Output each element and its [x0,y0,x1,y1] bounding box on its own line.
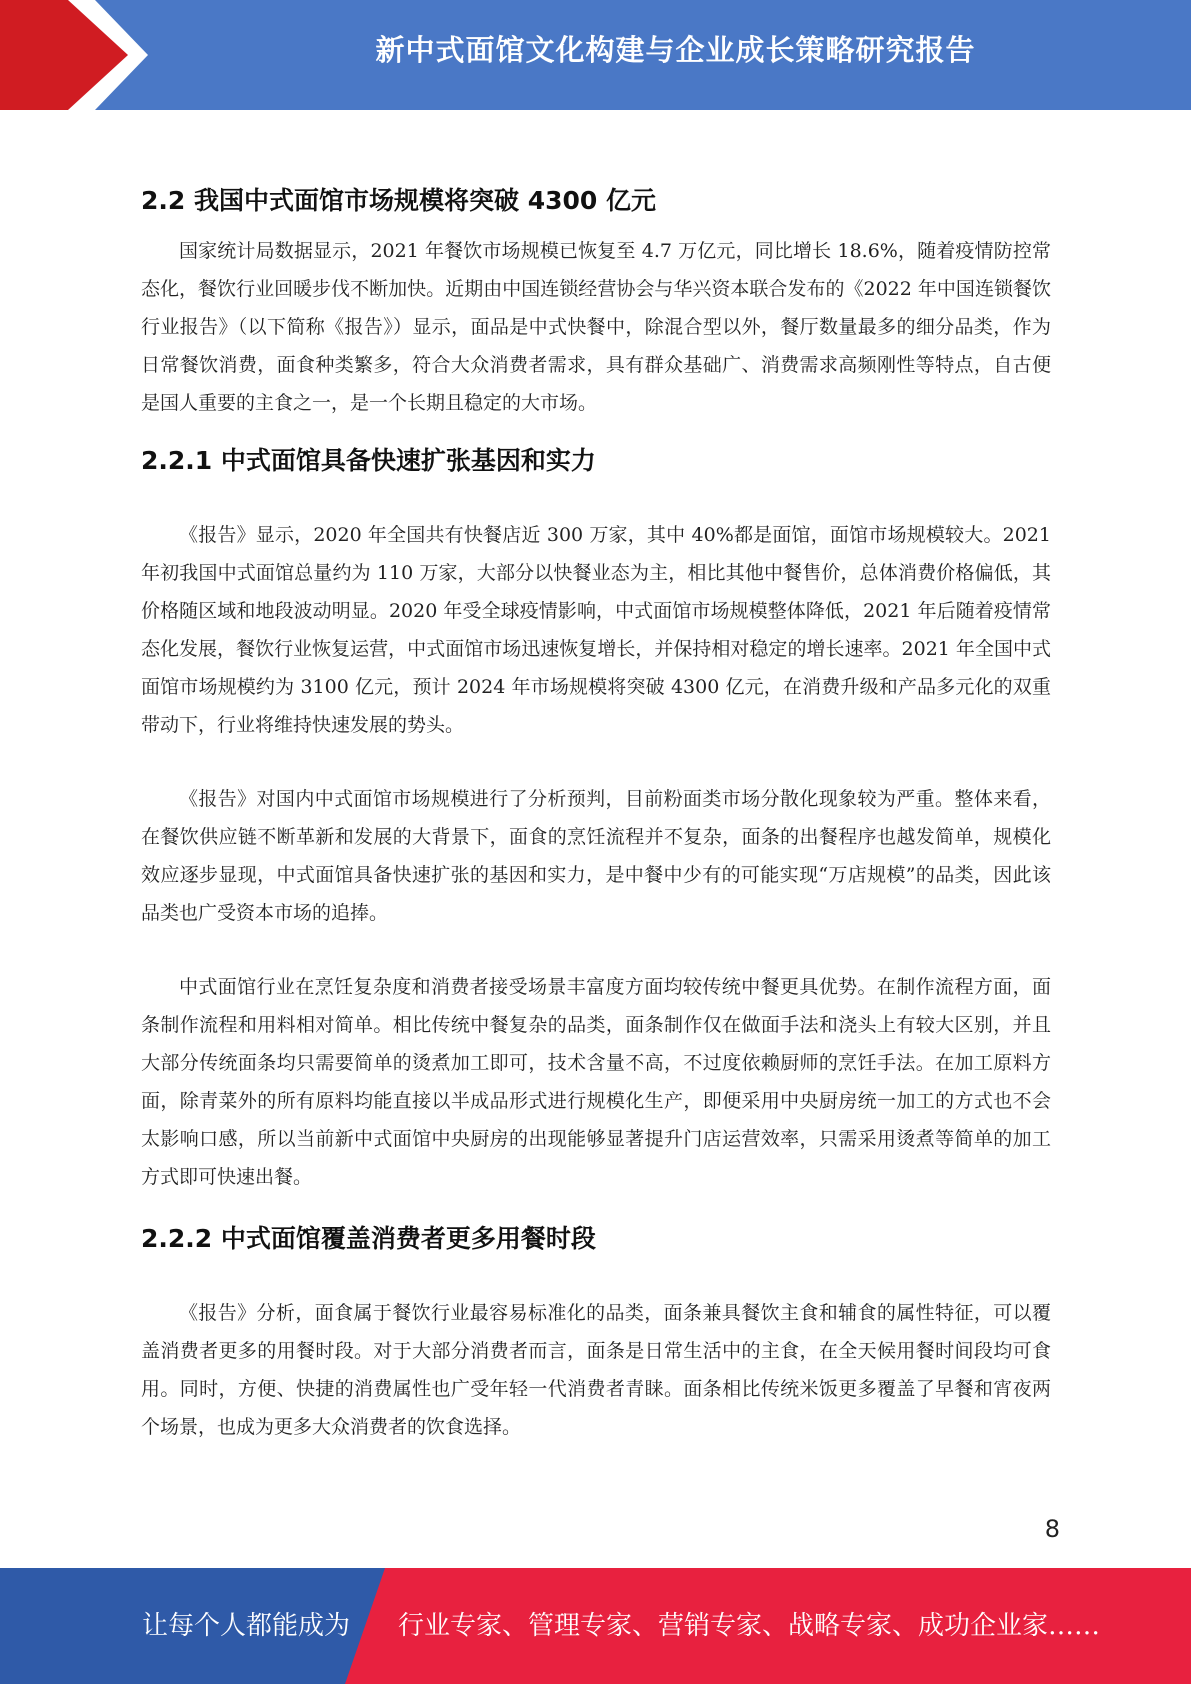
page-content [141,170,1051,1446]
page-header [0,0,1191,110]
header-arrow-icon [0,0,160,110]
page-number: 8 [1044,1515,1060,1543]
section-2-2-paragraph: 国家统计局数据显示，2021 年餐饮市场规模已恢复至 4.7 万亿元，同比增长 18.6%，随着疫情防控常态化，餐饮行业回暖步伐不断加快。近期由中国连锁经营协会与华兴资本联合发布的《2022 年中国连锁餐饮行业报告》（以下简称《报告》）显示，面品是中式快餐中，除混合型以外，餐厅数量最多的细分品类，作为日常餐饮消费，面食种类繁多，符合大众消费者需求，具有群众基础广、消费需求高频刚性等特点，自古便是国人重要的主食之一，是一个长期且稳定的大市场。 [141,240,1051,414]
section-2-2-1-paragraph-1: 《报告》显示，2020 年全国共有快餐店近 300 万家，其中 40%都是面馆，面馆市场规模较大。2021 年初我国中式面馆总量约为 110 万家，大部分以快餐业态为主，相比其他中餐售价，总体消费价格偏低，其价格随区域和地段波动明显。2020 年受全球疫情影响，中式面馆市场规模整体降低，2021 年后随着疫情常态化发展，餐饮行业恢复运营，中式面馆市场迅速恢复增长，并保持相对稳定的增长速率。2021 年全国中式面馆市场规模约为 3100 亿元，预计 2024 年市场规模将突破 4300 亿元，在消费升级和产品多元化的双重带动下，行业将维持快速发展的势头。 [141,524,1051,736]
footer-slogan-left: 让每个人都能成为 [142,1611,351,1641]
section-heading-2-2-1: 2.2.1 中式面馆具备快速扩张基因和实力 [141,446,596,475]
page-footer [0,1568,1191,1684]
section-2-2-2-paragraph: 《报告》分析，面食属于餐饮行业最容易标准化的品类，面条兼具餐饮主食和辅食的属性特征，可以覆盖消费者更多的用餐时段。对于大部分消费者而言，面条是日常生活中的主食，在全天候用餐时间段均可食用。同时，方便、快捷的消费属性也广受年轻一代消费者青睐。面条相比传统米饭更多覆盖了早餐和宵夜两个场景，也成为更多大众消费者的饮食选择。 [141,1302,1051,1438]
section-2-2-1-paragraph-2: 《报告》对国内中式面馆市场规模进行了分析预判，目前粉面类市场分散化现象较为严重。整体来看，在餐饮供应链不断革新和发展的大背景下，面食的烹饪流程并不复杂，面条的出餐程序也越发简单，规模化效应逐步显现，中式面馆具备快速扩张的基因和实力，是中餐中少有的可能实现“万店规模”的品类，因此该品类也广受资本市场的追捧。 [141,788,1051,924]
report-title: 新中式面馆文化构建与企业成长策略研究报告 [375,33,976,67]
section-2-2-1-paragraph-3: 中式面馆行业在烹饪复杂度和消费者接受场景丰富度方面均较传统中餐更具优势。在制作流程方面，面条制作流程和用料相对简单。相比传统中餐复杂的品类，面条制作仅在做面手法和浇头上有较大区别，并且大部分传统面条均只需要简单的烫煮加工即可，技术含量不高，不过度依赖厨师的烹饪手法。在加工原料方面，除青菜外的所有原料均能直接以半成品形式进行规模化生产，即便采用中央厨房统一加工的方式也不会太影响口感，所以当前新中式面馆中央厨房的出现能够显著提升门店运营效率，只需采用烫煮等简单的加工方式即可快速出餐。 [141,976,1051,1188]
footer-slogan-right: 行业专家、管理专家、营销专家、战略专家、成功企业家…… [398,1611,1101,1641]
section-heading-2-2-2: 2.2.2 中式面馆覆盖消费者更多用餐时段 [141,1224,596,1253]
section-heading-2-2: 2.2 我国中式面馆市场规模将突破 4300 亿元 [141,186,656,215]
